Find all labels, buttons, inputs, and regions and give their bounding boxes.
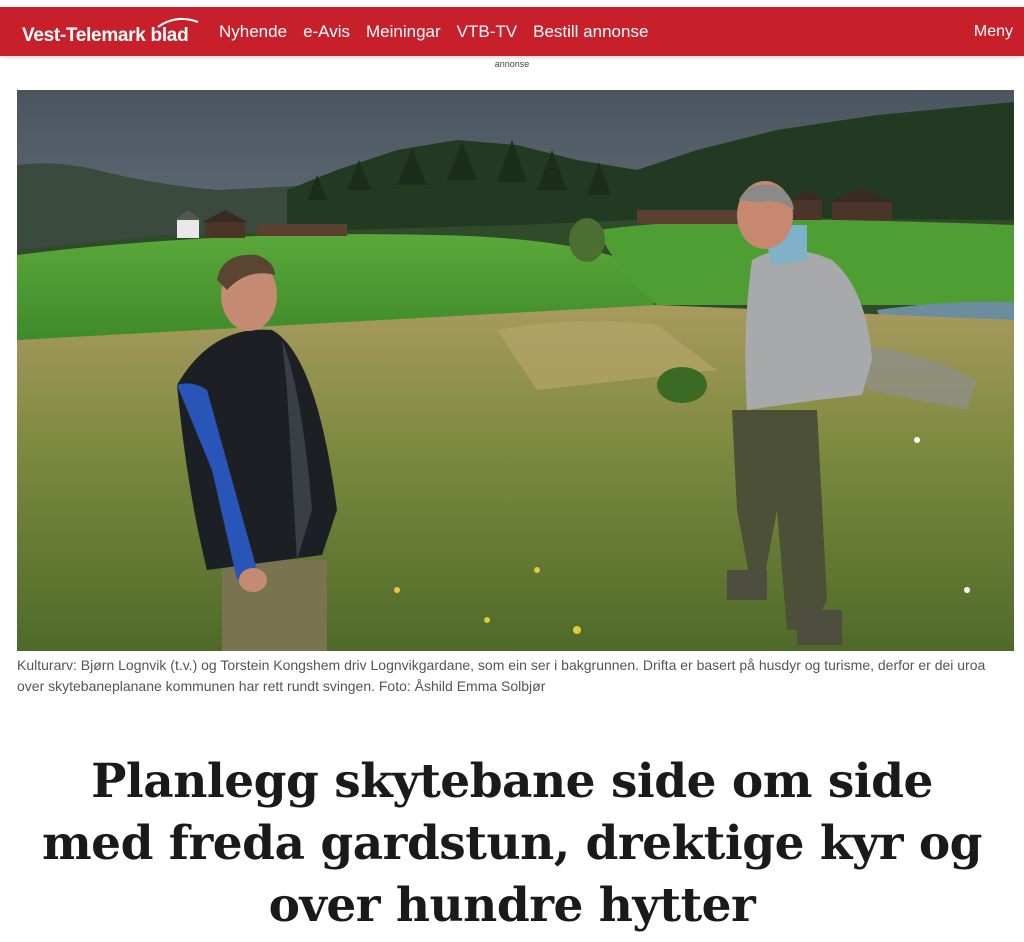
nav-item-meiningar[interactable]: Meiningar — [366, 22, 441, 41]
site-logo[interactable] — [22, 25, 188, 47]
article-photo[interactable] — [17, 90, 1014, 651]
nav-item-e-avis[interactable]: e-Avis — [303, 22, 350, 41]
ad-label: annonse — [494, 59, 530, 69]
photo-caption: Kulturarv: Bjørn Lognvik (t.v.) og Torstein Kongshem driv Lognvikgardane, som ein ser i bakgrunnen. Drifta er basert på husdyr og turisme, derfor er dei uroa over skytebaneplanane kommunen har rett rundt svingen. Foto: Åshild Emma Solbjør — [17, 657, 986, 694]
menu-button[interactable]: Meny — [973, 23, 1013, 40]
main-nav — [219, 22, 664, 42]
logo-swoosh-icon — [156, 16, 200, 28]
nav-item-nyhende[interactable]: Nyhende — [219, 22, 288, 41]
logo-text: Vest-Telemark blad — [22, 25, 189, 46]
farm-landscape-image — [17, 90, 1014, 651]
nav-item-bestill-annonse[interactable]: Bestill annonse — [533, 22, 649, 41]
article-headline: Planlegg skytebane side om side med freda gardstun, drektige kyr og over hundre hytter — [41, 754, 983, 933]
site-header — [0, 7, 1024, 56]
top-strip — [0, 0, 1024, 7]
nav-item-vtb-tv[interactable]: VTB-TV — [456, 22, 518, 41]
